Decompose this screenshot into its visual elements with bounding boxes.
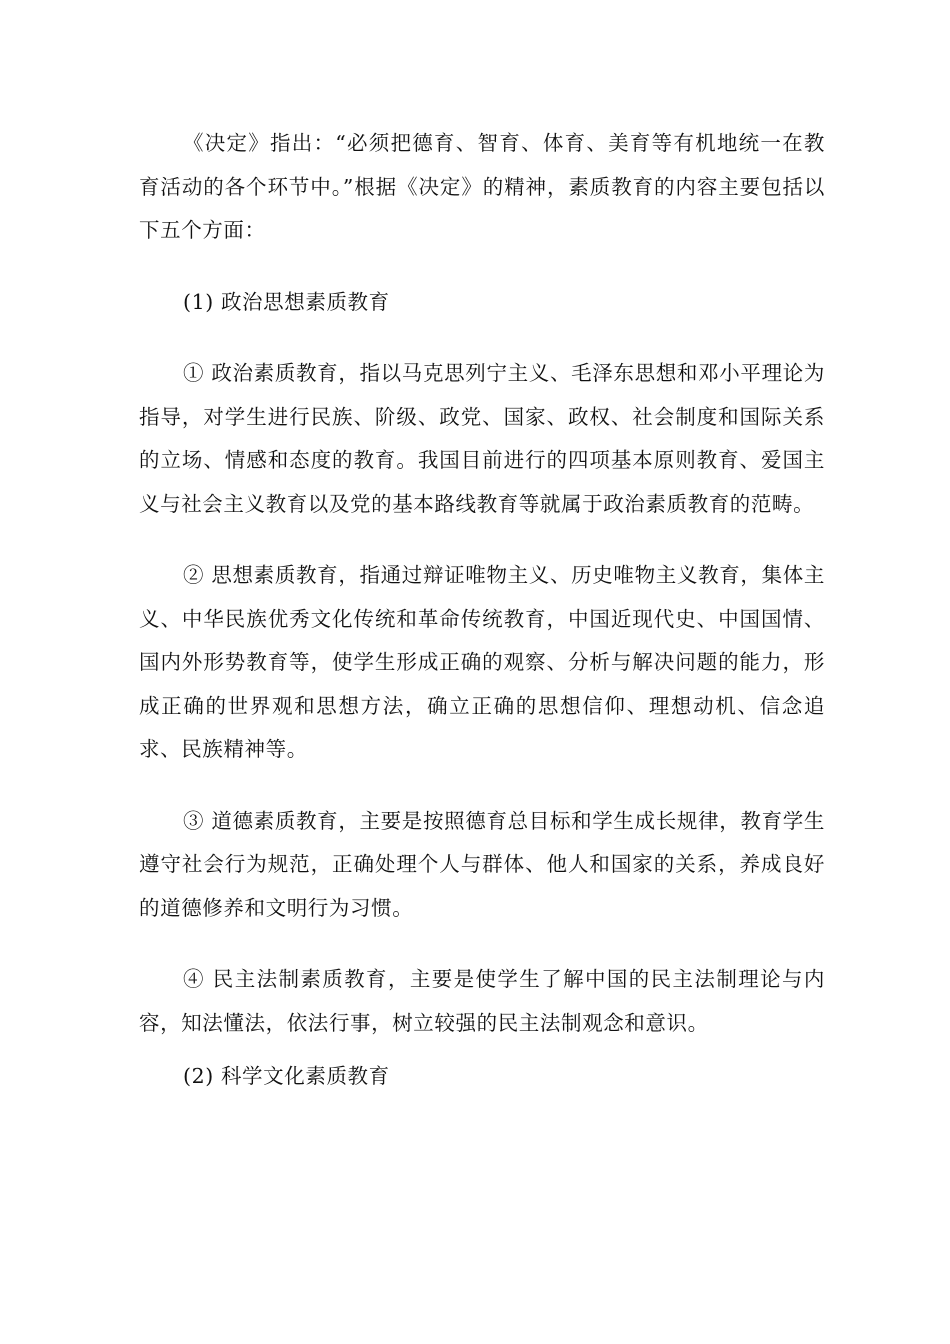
item-political-quality: ① 政治素质教育，指以马克思列宁主义、毛泽东思想和邓小平理论为指导，对学生进行民族、阶级、政党、国家、政权、社会制度和国际关系的立场、情感和态度的教育。我国目前进行的四项基本原则教育、爱国主义与社会主义教育以及党的基本路线教育等就属于政治素质教育的范畴。: [139, 361, 825, 516]
item-moral-quality: ③ 道德素质教育，主要是按照德育总目标和学生成长规律，教育学生遵守社会行为规范，正确处理个人与群体、他人和国家的关系，养成良好的道德修养和文明行为习惯。: [139, 808, 825, 920]
document-body: [139, 122, 825, 1099]
item-ideological-quality: ② 思想素质教育，指通过辩证唯物主义、历史唯物主义教育，集体主义、中华民族优秀文化传统和革命传统教育，中国近现代史、中国国情、国内外形势教育等，使学生形成正确的观察、分析与解决问题的能力，形成正确的世界观和思想方法，确立正确的思想信仰、理想动机、信念追求、民族精神等。: [139, 563, 825, 761]
item-democracy-law-quality: ④ 民主法制素质教育，主要是使学生了解中国的民主法制理论与内容，知法懂法，依法行事，树立较强的民主法制观念和意识。: [139, 967, 825, 1035]
intro-paragraph: 《决定》指出：“必须把德育、智育、体育、美育等有机地统一在教育活动的各个环节中。”根据《决定》的精神，素质教育的内容主要包括以下五个方面：: [139, 131, 825, 242]
section-heading-political-ideological: (1) 政治思想素质教育: [183, 289, 390, 314]
section-heading-science-culture: (2) 科学文化素质教育: [183, 1064, 390, 1088]
